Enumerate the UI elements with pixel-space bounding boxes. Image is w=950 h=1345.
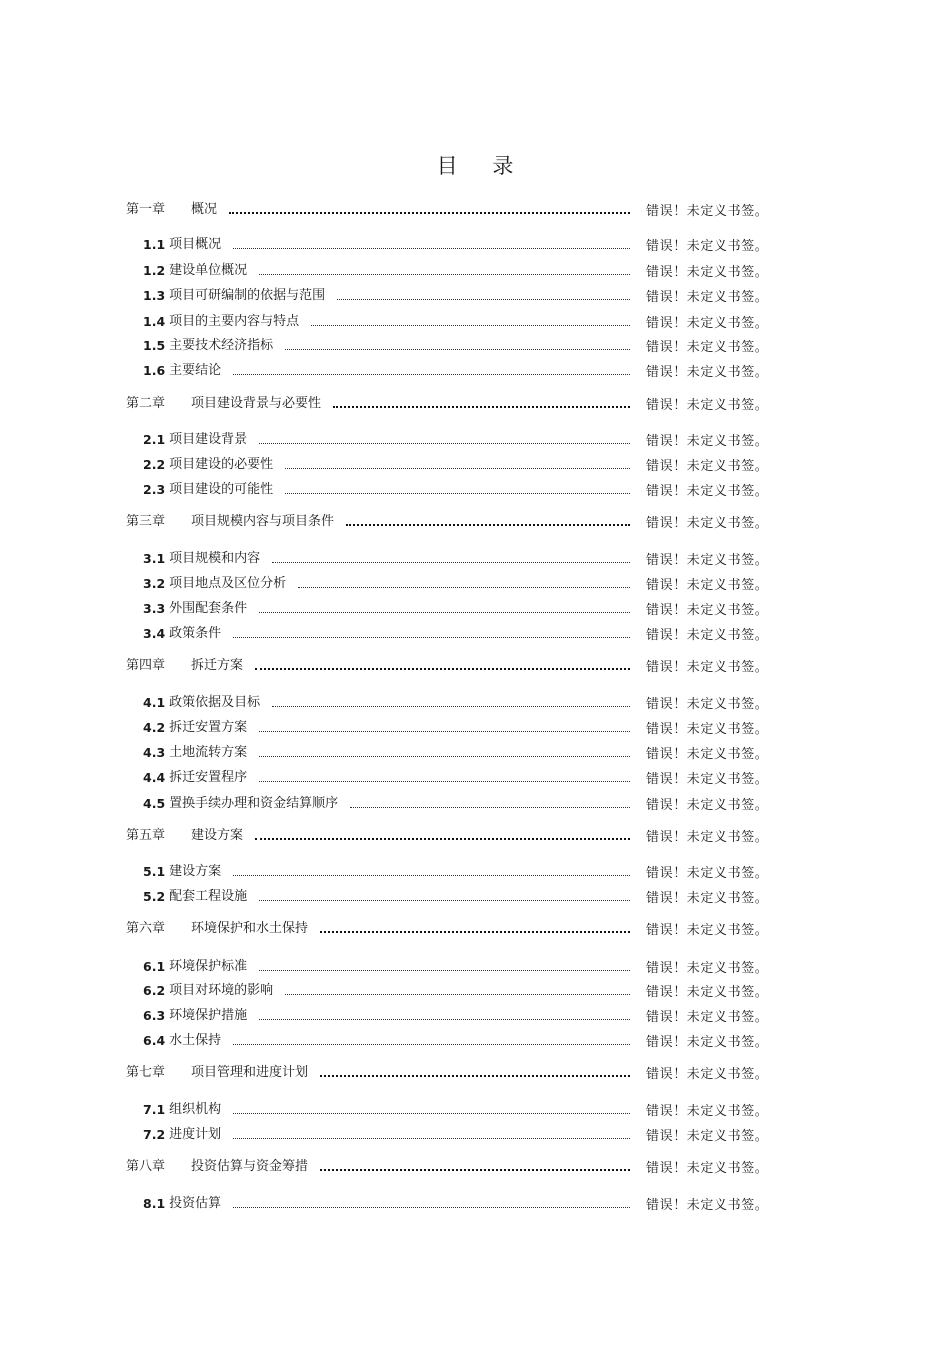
entry-number: 6.2 — [143, 983, 166, 998]
entry-number: 7.1 — [143, 1102, 166, 1117]
entry-label: 政策依据及目标 — [169, 695, 261, 710]
toc-chapter-entry[interactable] — [126, 510, 630, 530]
entry-label: 建设方案 — [191, 828, 244, 843]
entry-label: 主要结论 — [169, 363, 222, 378]
entry-number: 6.1 — [143, 959, 166, 974]
entry-label: 投资估算与资金筹措 — [191, 1159, 309, 1174]
leader-dots — [320, 1065, 630, 1077]
toc-chapter-entry[interactable] — [126, 824, 630, 844]
toc-section-entry[interactable] — [143, 428, 630, 448]
toc-chapter-entry[interactable] — [126, 1061, 630, 1081]
page-ref-error: 错误！未定义书签。 — [646, 1161, 769, 1176]
entry-label: 进度计划 — [169, 1127, 222, 1142]
entry-number: 1.3 — [143, 288, 166, 303]
page-ref-error: 错误！未定义书签。 — [646, 578, 769, 593]
leader-dots — [346, 514, 630, 526]
entry-number: 6.4 — [143, 1033, 166, 1048]
entry-number: 3.1 — [143, 551, 166, 566]
page-ref-error: 错误！未定义书签。 — [646, 553, 769, 568]
entry-number: 4.1 — [143, 695, 166, 710]
leader-dots — [255, 658, 630, 670]
page-ref-error: 错误！未定义书签。 — [646, 204, 769, 219]
entry-number: 第二章 — [126, 396, 166, 411]
leader-dots — [233, 627, 630, 638]
page-ref-error: 错误！未定义书签。 — [646, 484, 769, 499]
leader-dots — [259, 1009, 630, 1020]
page-ref-error: 错误！未定义书签。 — [646, 1129, 769, 1144]
leader-dots — [233, 1128, 630, 1139]
leader-dots — [233, 1034, 630, 1045]
entry-number: 4.4 — [143, 770, 166, 785]
leader-dots — [229, 202, 630, 214]
leader-dots — [320, 1159, 630, 1171]
page-ref-error: 错误！未定义书签。 — [646, 1067, 769, 1082]
entry-number: 3.2 — [143, 576, 166, 591]
entry-number: 第七章 — [126, 1065, 166, 1080]
page-ref-error: 错误！未定义书签。 — [646, 340, 769, 355]
toc-section-entry[interactable] — [143, 1029, 630, 1049]
leader-dots — [259, 433, 630, 444]
entry-label: 政策条件 — [169, 626, 222, 641]
entry-number: 3.4 — [143, 626, 166, 641]
leader-dots — [259, 890, 630, 901]
page-ref-error: 错误！未定义书签。 — [646, 239, 769, 254]
toc-section-entry[interactable] — [143, 955, 630, 975]
page-ref-error: 错误！未定义书签。 — [646, 516, 769, 531]
entry-number: 5.1 — [143, 864, 166, 879]
entry-label: 拆迁安置方案 — [169, 720, 248, 735]
toc-chapter-entry[interactable] — [126, 1155, 630, 1175]
toc-section-entry[interactable] — [143, 766, 630, 786]
leader-dots — [311, 315, 630, 326]
page-ref-error: 错误！未定义书签。 — [646, 1035, 769, 1050]
entry-label: 项目地点及区位分析 — [169, 576, 287, 591]
toc-section-entry[interactable] — [143, 792, 630, 812]
entry-label: 外围配套条件 — [169, 601, 248, 616]
leader-dots — [272, 552, 630, 563]
entry-number: 4.3 — [143, 745, 166, 760]
page-ref-error: 错误！未定义书签。 — [646, 459, 769, 474]
page-ref-error: 错误！未定义书签。 — [646, 961, 769, 976]
leader-dots — [298, 577, 630, 588]
page-title: 目 录 — [436, 154, 528, 178]
entry-label: 项目建设背景与必要性 — [191, 396, 322, 411]
toc-section-entry[interactable] — [143, 979, 630, 999]
leader-dots — [272, 696, 630, 707]
entry-number: 7.2 — [143, 1127, 166, 1142]
toc-section-entry[interactable] — [143, 885, 630, 905]
leader-dots — [285, 458, 630, 469]
page-ref-error: 错误！未定义书签。 — [646, 891, 769, 906]
toc-chapter-entry[interactable] — [126, 917, 630, 937]
leader-dots — [333, 396, 630, 408]
page-ref-error: 错误！未定义书签。 — [646, 290, 769, 305]
page-ref-error: 错误！未定义书签。 — [646, 722, 769, 737]
toc-section-entry[interactable] — [143, 597, 630, 617]
toc-section-entry[interactable] — [143, 359, 630, 379]
page-ref-error: 错误！未定义书签。 — [646, 866, 769, 881]
leader-dots — [233, 1197, 630, 1208]
entry-label: 项目对环境的影响 — [169, 983, 274, 998]
leader-dots — [285, 483, 630, 494]
entry-number: 5.2 — [143, 889, 166, 904]
leader-dots — [233, 364, 630, 375]
entry-number: 第八章 — [126, 1159, 166, 1174]
leader-dots — [255, 828, 630, 840]
toc-section-entry[interactable] — [143, 691, 630, 711]
toc-section-entry[interactable] — [143, 334, 630, 354]
entry-label: 项目建设的可能性 — [169, 482, 274, 497]
entry-number: 1.5 — [143, 338, 166, 353]
toc-chapter-entry[interactable] — [126, 392, 630, 412]
page-ref-error: 错误！未定义书签。 — [646, 265, 769, 280]
page-ref-error: 错误！未定义书签。 — [646, 985, 769, 1000]
entry-number: 6.3 — [143, 1008, 166, 1023]
page-ref-error: 错误！未定义书签。 — [646, 1198, 769, 1213]
entry-number: 1.1 — [143, 237, 166, 252]
entry-label: 环境保护标准 — [169, 959, 248, 974]
toc-section-entry[interactable] — [143, 453, 630, 473]
entry-number: 4.2 — [143, 720, 166, 735]
leader-dots — [285, 984, 630, 995]
toc-section-entry[interactable] — [143, 741, 630, 761]
entry-number: 2.3 — [143, 482, 166, 497]
entry-label: 环境保护措施 — [169, 1008, 248, 1023]
entry-label: 建设方案 — [169, 864, 222, 879]
entry-number: 8.1 — [143, 1196, 166, 1211]
entry-number: 第一章 — [126, 202, 166, 217]
leader-dots — [233, 865, 630, 876]
toc-section-entry[interactable] — [143, 1004, 630, 1024]
entry-label: 环境保护和水土保持 — [191, 921, 309, 936]
leader-dots — [233, 238, 630, 249]
entry-label: 项目规模内容与项目条件 — [191, 514, 335, 529]
page-ref-error: 错误！未定义书签。 — [646, 660, 769, 675]
page-ref-error: 错误！未定义书签。 — [646, 772, 769, 787]
toc-section-entry[interactable] — [143, 622, 630, 642]
entry-number: 2.1 — [143, 432, 166, 447]
toc-chapter-entry[interactable] — [126, 198, 630, 218]
page-ref-error: 错误！未定义书签。 — [646, 628, 769, 643]
entry-label: 组织机构 — [169, 1102, 222, 1117]
entry-label: 拆迁安置程序 — [169, 770, 248, 785]
entry-number: 第三章 — [126, 514, 166, 529]
leader-dots — [259, 746, 630, 757]
toc-section-entry[interactable] — [143, 716, 630, 736]
entry-label: 主要技术经济指标 — [169, 338, 274, 353]
entry-label: 水土保持 — [169, 1033, 222, 1048]
entry-number: 1.2 — [143, 263, 166, 278]
page-ref-error: 错误！未定义书签。 — [646, 747, 769, 762]
toc-section-entry[interactable] — [143, 572, 630, 592]
leader-dots — [259, 602, 630, 613]
entry-label: 项目规模和内容 — [169, 551, 261, 566]
page-ref-error: 错误！未定义书签。 — [646, 1010, 769, 1025]
page-ref-error: 错误！未定义书签。 — [646, 923, 769, 938]
entry-number: 第六章 — [126, 921, 166, 936]
entry-label: 项目概况 — [169, 237, 222, 252]
entry-label: 项目的主要内容与特点 — [169, 314, 300, 329]
entry-label: 项目建设的必要性 — [169, 457, 274, 472]
entry-label: 投资估算 — [169, 1196, 222, 1211]
page-ref-error: 错误！未定义书签。 — [646, 830, 769, 845]
toc-section-entry[interactable] — [143, 233, 630, 253]
entry-number: 3.3 — [143, 601, 166, 616]
toc-section-entry[interactable] — [143, 259, 630, 279]
page-ref-error: 错误！未定义书签。 — [646, 1104, 769, 1119]
page-ref-error: 错误！未定义书签。 — [646, 697, 769, 712]
leader-dots — [285, 339, 630, 350]
page-ref-error: 错误！未定义书签。 — [646, 365, 769, 380]
leader-dots — [350, 797, 630, 808]
leader-dots — [320, 921, 630, 933]
entry-number: 第五章 — [126, 828, 166, 843]
leader-dots — [337, 289, 630, 300]
page-ref-error: 错误！未定义书签。 — [646, 798, 769, 813]
toc-section-entry[interactable] — [143, 310, 630, 330]
entry-label: 概况 — [191, 202, 218, 217]
leader-dots — [259, 264, 630, 275]
toc-section-entry[interactable] — [143, 1123, 630, 1143]
leader-dots — [259, 721, 630, 732]
entry-label: 土地流转方案 — [169, 745, 248, 760]
toc-section-entry[interactable] — [143, 1192, 630, 1212]
page-ref-error: 错误！未定义书签。 — [646, 434, 769, 449]
entry-label: 拆迁方案 — [191, 658, 244, 673]
entry-label: 建设单位概况 — [169, 263, 248, 278]
entry-number: 1.6 — [143, 363, 166, 378]
leader-dots — [233, 1103, 630, 1114]
entry-number: 1.4 — [143, 314, 166, 329]
page-ref-error: 错误！未定义书签。 — [646, 398, 769, 413]
entry-label: 项目管理和进度计划 — [191, 1065, 309, 1080]
toc-section-entry[interactable] — [143, 478, 630, 498]
toc-section-entry[interactable] — [143, 1098, 630, 1118]
entry-label: 项目可研编制的依据与范围 — [169, 288, 326, 303]
toc-section-entry[interactable] — [143, 547, 630, 567]
entry-number: 4.5 — [143, 796, 166, 811]
entry-label: 置换手续办理和资金结算顺序 — [169, 796, 339, 811]
leader-dots — [259, 771, 630, 782]
page-ref-error: 错误！未定义书签。 — [646, 603, 769, 618]
leader-dots — [259, 960, 630, 971]
entry-label: 项目建设背景 — [169, 432, 248, 447]
toc-section-entry[interactable] — [143, 284, 630, 304]
entry-number: 第四章 — [126, 658, 166, 673]
entry-label: 配套工程设施 — [169, 889, 248, 904]
toc-chapter-entry[interactable] — [126, 654, 630, 674]
entry-number: 2.2 — [143, 457, 166, 472]
toc-section-entry[interactable] — [143, 860, 630, 880]
page-ref-error: 错误！未定义书签。 — [646, 316, 769, 331]
